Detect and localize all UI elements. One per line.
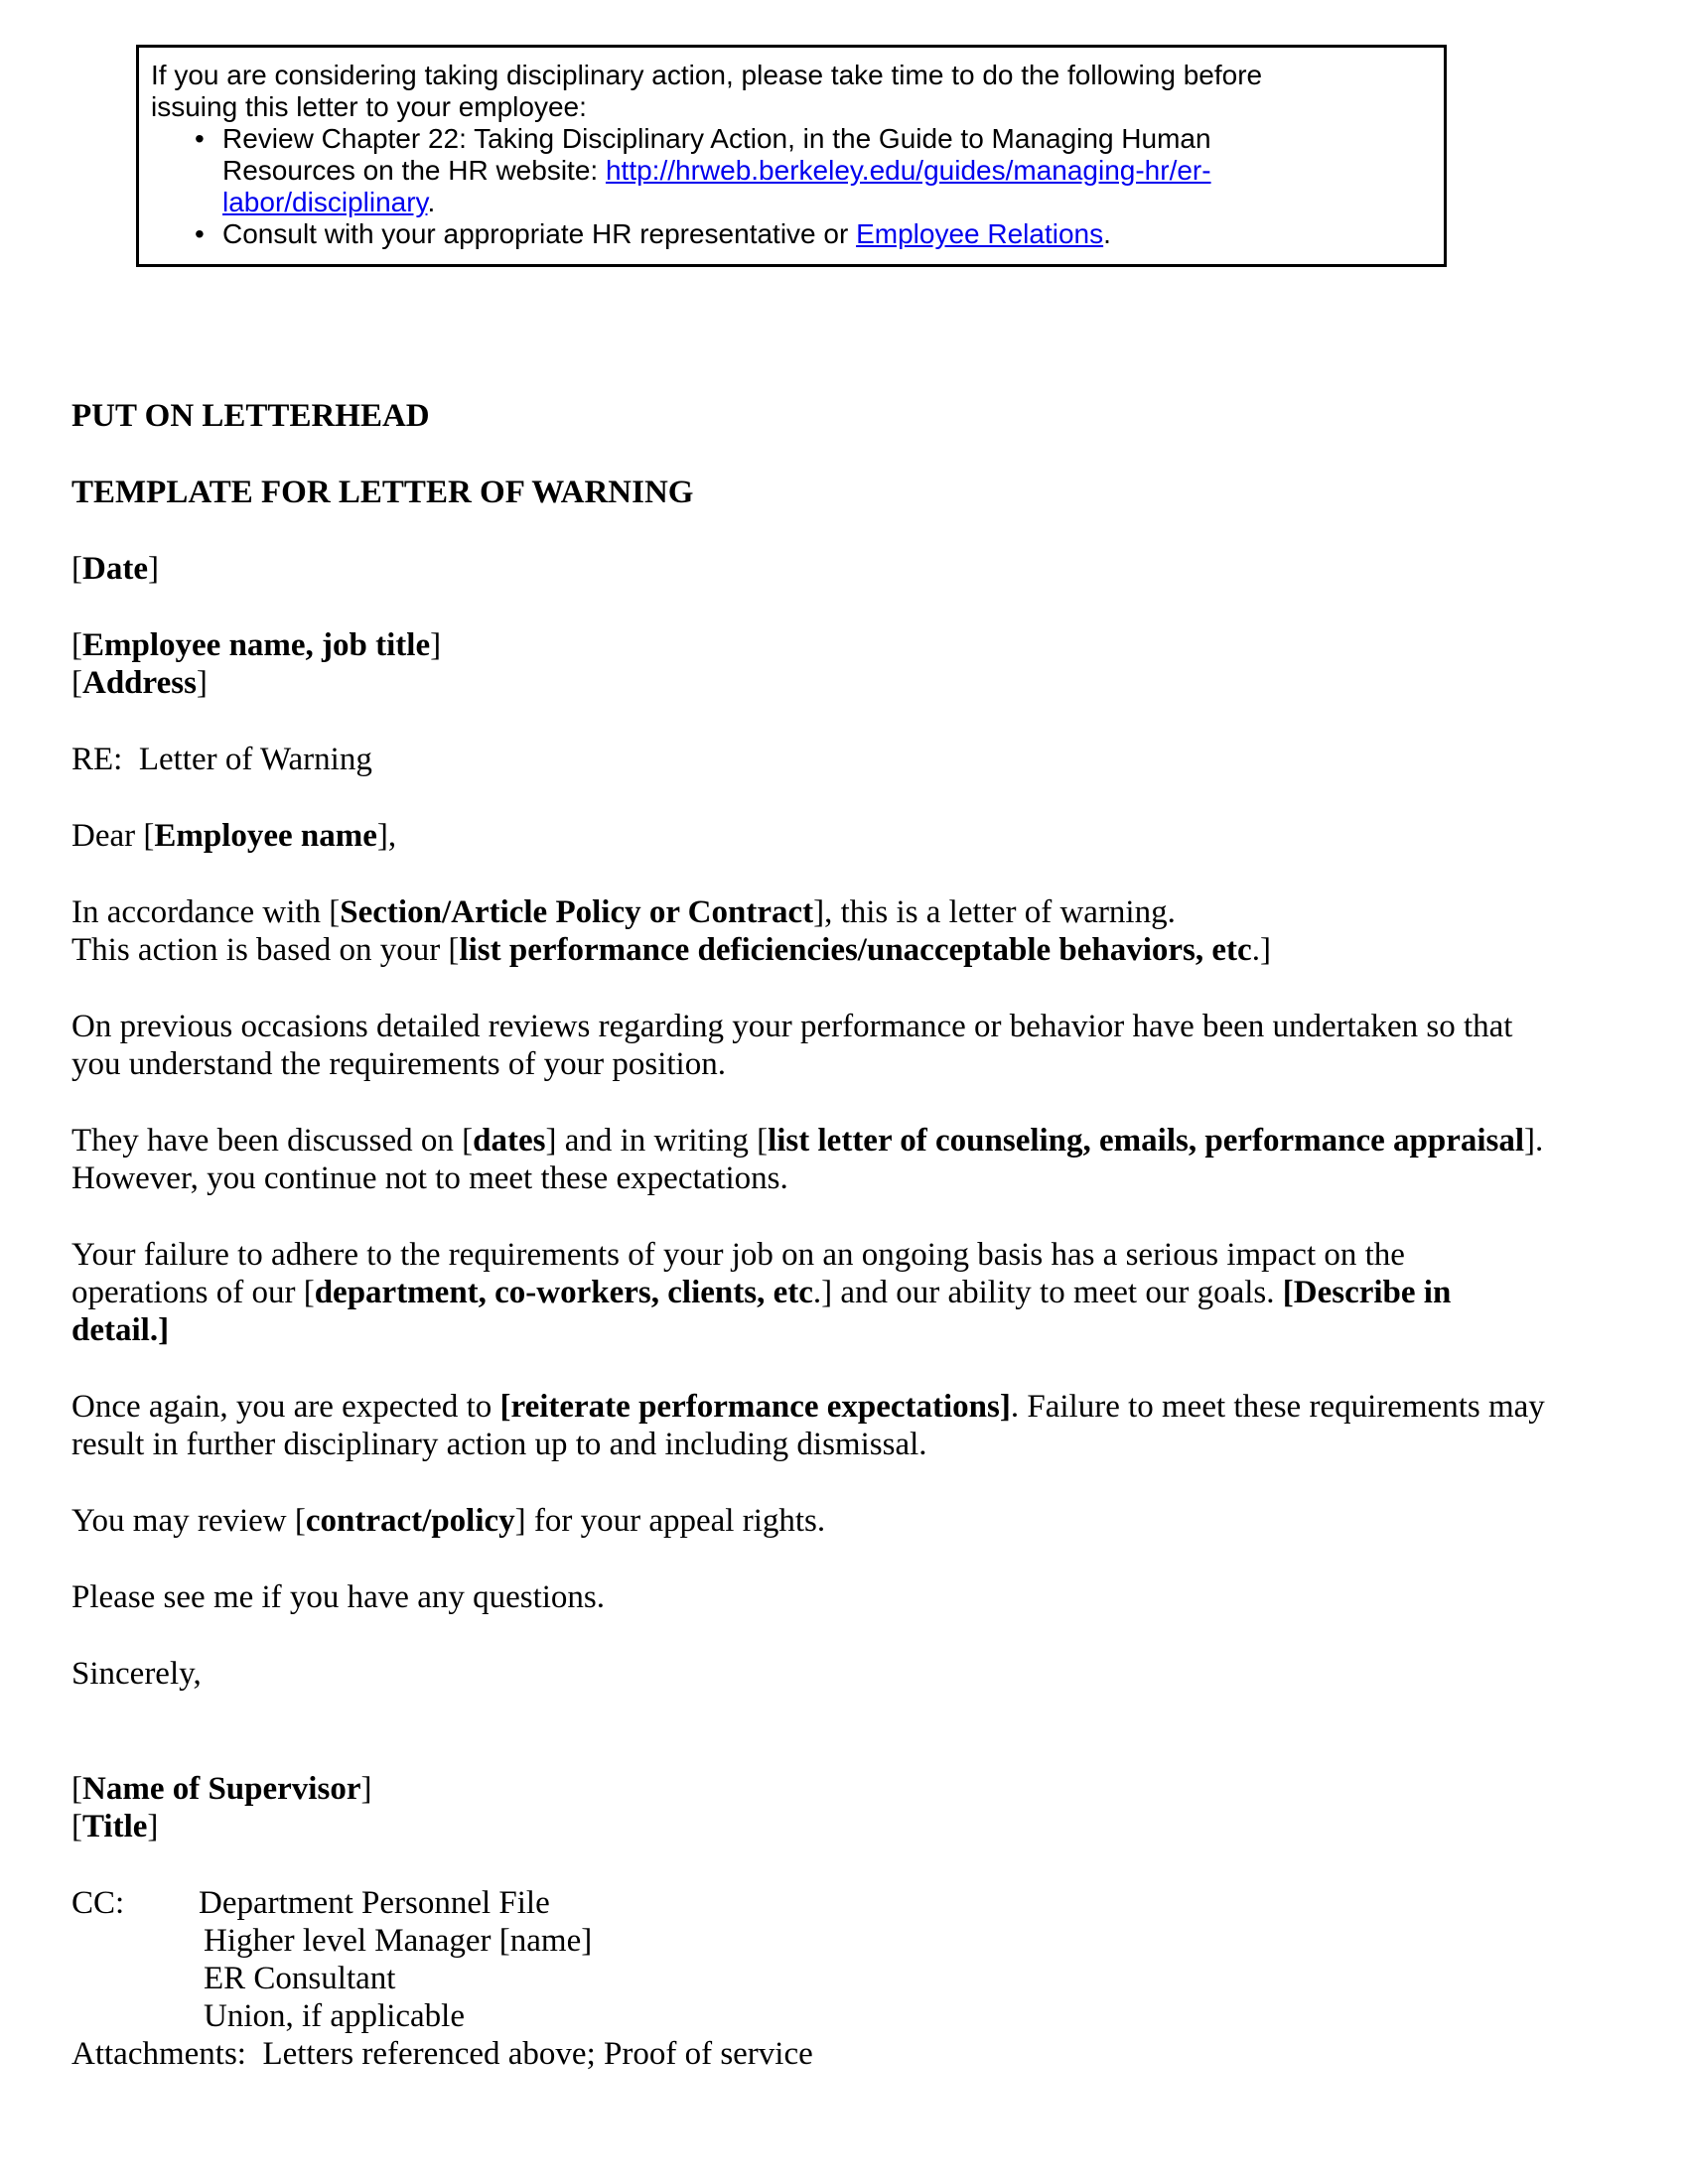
text-segment: result in further disciplinary action up to and including dismissal. — [71, 1427, 927, 1462]
para-previous-occasions — [71, 1008, 1640, 1083]
text-segment: Union, if applicable — [204, 1998, 466, 2034]
text-segment: You may review [ — [71, 1503, 306, 1539]
para-failure-impact — [71, 1236, 1640, 1349]
text-segment: ], this is a letter of warning. — [813, 894, 1176, 930]
text-segment: ] — [360, 1771, 372, 1807]
text-segment: ] — [147, 551, 159, 587]
closing-sincerely — [71, 1655, 1640, 1693]
text-segment: [ — [71, 551, 82, 587]
text-segment: . Failure to meet these requirements may — [1010, 1389, 1545, 1425]
text-segment: list performance deficiencies/unacceptable behaviors, etc — [459, 932, 1252, 968]
text-segment: ] and in writing [ — [545, 1123, 769, 1159]
text-segment: [ — [71, 1771, 82, 1807]
text-segment: CC: — [71, 1885, 125, 1921]
text-segment: However, you continue not to meet these expectations. — [71, 1160, 788, 1196]
text-segment: Higher level Manager [name] — [204, 1923, 593, 1959]
text-segment: . — [427, 187, 436, 217]
text-segment: Employee name — [154, 818, 377, 854]
text-segment: [reiterate performance expectations] — [499, 1389, 1011, 1425]
re-line — [71, 741, 1640, 778]
text-segment: Name of Supervisor — [82, 1771, 361, 1807]
guidance-bullet-review — [151, 123, 1430, 218]
text-segment: ] — [147, 1809, 159, 1844]
salutation — [71, 817, 1640, 855]
text-segment: [ — [71, 1809, 82, 1844]
text-segment: Address — [82, 665, 197, 701]
text-segment: Please see me if you have any questions. — [71, 1579, 606, 1615]
text-segment: Dear [ — [71, 818, 155, 854]
text-segment: Consult with your appropriate HR representative or — [222, 218, 857, 249]
text-segment: contract/policy — [305, 1503, 515, 1539]
text-segment: ]. — [1524, 1123, 1544, 1159]
text-segment: They have been discussed on [ — [71, 1123, 474, 1159]
para-questions — [71, 1578, 1640, 1616]
text-segment: detail.] — [71, 1312, 170, 1348]
text-segment: RE: Letter of Warning — [71, 742, 372, 777]
text-segment: Section/Article Policy or Contract — [340, 894, 814, 930]
guidance-intro — [151, 60, 1430, 123]
hr-guide-link-continuation[interactable]: labor/disciplinary — [222, 187, 428, 217]
text-segment: Employee name, job title — [82, 627, 431, 663]
text-segment: [ — [71, 665, 82, 701]
guidance-bullet-consult — [151, 218, 1430, 250]
text-segment: .] — [1251, 932, 1271, 968]
para-discussed — [71, 1122, 1640, 1197]
text-segment: list letter of counseling, emails, performance appraisal — [768, 1123, 1525, 1159]
text-segment: Sincerely, — [71, 1656, 202, 1692]
text-segment: Your failure to adhere to the requirements of your job on an ongoing basis has a serious impact on the — [71, 1237, 1405, 1273]
text-segment: If you are considering taking disciplinary action, please take time to do the following before — [151, 60, 1263, 90]
text-segment: On previous occasions detailed reviews regarding your performance or behavior have been undertaken so that — [71, 1009, 1513, 1044]
text-segment: ], — [376, 818, 397, 854]
template-title: TEMPLATE FOR LETTER OF WARNING — [71, 475, 694, 510]
text-segment: .] and our ability to meet our goals. — [812, 1275, 1283, 1310]
text-segment: Department Personnel File — [199, 1885, 550, 1921]
para-expectations — [71, 1388, 1640, 1463]
text-segment: Resources on the HR website: — [222, 155, 606, 186]
text-segment: you understand the requirements of your position. — [71, 1046, 726, 1082]
text-segment: [Describe in — [1282, 1275, 1452, 1310]
text-segment: Once again, you are expected to — [71, 1389, 500, 1425]
text-segment: Date — [82, 551, 148, 587]
text-segment: Review Chapter 22: Taking Disciplinary Action, in the Guide to Managing Human — [222, 123, 1211, 154]
text-segment: . — [1103, 218, 1111, 249]
letterhead-instruction: PUT ON LETTERHEAD — [71, 398, 430, 434]
text-segment: ] — [430, 627, 442, 663]
text-segment: department, co-workers, clients, etc — [314, 1275, 813, 1310]
text-segment: [ — [71, 627, 82, 663]
text-segment: ] for your appeal rights. — [514, 1503, 826, 1539]
cc-block — [71, 1884, 1640, 2073]
para-appeal-rights — [71, 1502, 1640, 1540]
text-segment: issuing this letter to your employee: — [151, 91, 587, 122]
text-segment: ER Consultant — [204, 1961, 396, 1996]
letter-body — [71, 397, 1640, 2112]
text-segment: operations of our [ — [71, 1275, 315, 1310]
text-segment: Attachments: Letters referenced above; Proof of service — [71, 2036, 813, 2072]
text-segment: ] — [196, 665, 208, 701]
guidance-bullet-list — [151, 123, 1430, 250]
text-segment: Title — [82, 1809, 148, 1844]
guidance-box — [136, 45, 1447, 267]
text-segment: dates — [473, 1123, 546, 1159]
employee-relations-link[interactable]: Employee Relations — [856, 218, 1104, 249]
text-segment: This action is based on your [ — [71, 932, 460, 968]
signature-block — [71, 1770, 1640, 1845]
text-segment: In accordance with [ — [71, 894, 341, 930]
hr-guide-link[interactable]: http://hrweb.berkeley.edu/guides/managing-hr/er- — [605, 155, 1211, 186]
inside-address — [71, 626, 1640, 702]
date-placeholder — [71, 550, 1640, 588]
para-accordance — [71, 893, 1640, 969]
